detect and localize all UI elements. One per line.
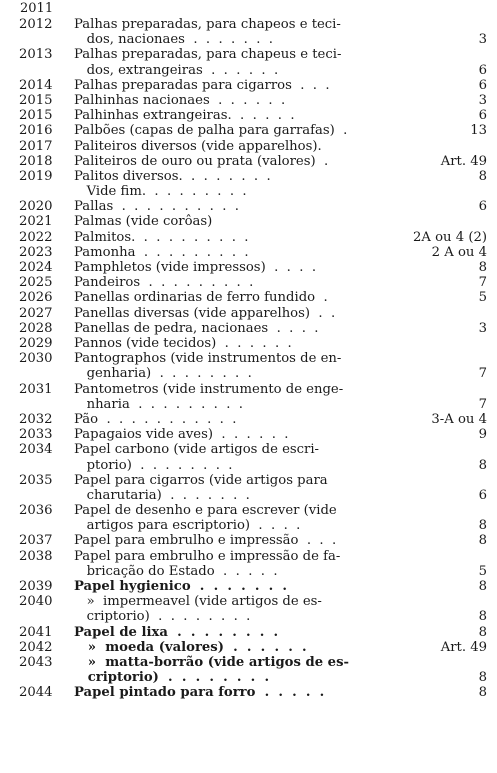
entry-row <box>0 245 497 260</box>
tariff-class-value: Art. 49 <box>440 153 487 169</box>
entry-row <box>0 685 497 700</box>
entry-number: 2037 <box>19 533 53 549</box>
entry-text-line: Papel para cigarros (vide artigos para <box>74 472 328 488</box>
entry-row <box>0 17 497 47</box>
entry-text-line: charutaria) . . . . . . . <box>74 487 250 503</box>
entry-text-line: Pamonha . . . . . . . . . <box>74 244 249 260</box>
entry-row <box>0 47 497 77</box>
entry-number: 2015 <box>19 108 53 124</box>
entry-number: 2029 <box>19 335 53 351</box>
entry-text-line: artigos para escriptorio) . . . . <box>74 518 301 534</box>
entry-text-line: Paliteiros de ouro ou prata (valores) . <box>74 153 329 169</box>
tariff-class-value: 3 <box>478 32 487 48</box>
tariff-class-value: 8 <box>478 685 487 701</box>
entry-text-line: Pannos (vide tecidos) . . . . . . <box>74 335 292 351</box>
entry-text-line: Papel para embrulho e impressão . . . <box>74 533 337 549</box>
entry-row <box>0 640 497 655</box>
entry-text-line: Pantographos (vide instrumentos de en- <box>74 351 342 367</box>
tariff-class-value: 6 <box>478 199 487 215</box>
entry-row <box>0 290 497 305</box>
entry-text-line: » moeda (valores) . . . . . . <box>74 639 307 655</box>
entry-number: 2030 <box>19 351 53 367</box>
entry-text-line: bricação do Estado . . . . . <box>74 563 278 579</box>
entry-number: 2028 <box>19 320 53 336</box>
entry-row <box>0 93 497 108</box>
entry-number: 2026 <box>19 290 53 306</box>
entry-number: 2013 <box>19 47 53 63</box>
entry-text-line: Pantometros (vide instrumento de enge- <box>74 381 344 397</box>
entry-number: 2041 <box>19 624 53 640</box>
entry-row <box>0 199 497 214</box>
entry-number: 2024 <box>19 260 53 276</box>
tariff-class-value: 7 <box>478 275 487 291</box>
tariff-class-value: 2A ou 4 (2) <box>413 229 487 245</box>
entry-row <box>0 442 497 472</box>
entry-number: 2033 <box>19 427 53 443</box>
tariff-class-value: 8 <box>478 168 487 184</box>
entry-number: 2021 <box>19 214 53 230</box>
entry-number: 2039 <box>19 579 53 595</box>
entry-number: 2036 <box>19 503 53 519</box>
entry-text-line: Palhas preparadas, para chapeus e teci- <box>74 47 342 63</box>
entry-number: 2031 <box>19 381 53 397</box>
entry-text-line: genharia) . . . . . . . . <box>74 366 252 382</box>
entry-row <box>0 594 497 624</box>
entry-number: 2022 <box>19 229 53 245</box>
entry-row <box>0 549 497 579</box>
tariff-class-value: 8 <box>478 609 487 625</box>
entry-text-line: Pão . . . . . . . . . . . <box>74 411 237 427</box>
tariff-class-value: 7 <box>478 396 487 412</box>
entry-text-line: Palitos diversos. . . . . . . . <box>74 168 271 184</box>
entry-text-line: Palbões (capas de palha para garrafas) . <box>74 123 348 139</box>
entry-text-line: » impermeavel (vide artigos de es- <box>74 594 322 610</box>
entry-text-line: criptorio) . . . . . . . . <box>74 670 270 686</box>
tariff-class-value: 6 <box>478 487 487 503</box>
tariff-class-value: 8 <box>478 579 487 595</box>
entry-text-line: Pallas . . . . . . . . . . <box>74 199 239 215</box>
tariff-class-value: Art. 49 <box>440 639 487 655</box>
entry-number: 2016 <box>19 123 53 139</box>
entry-number: 2042 <box>19 639 53 655</box>
entry-row <box>0 625 497 640</box>
entry-number: 2023 <box>19 244 53 260</box>
entry-number: 2044 <box>19 685 53 701</box>
entry-row <box>0 382 497 412</box>
tariff-class-value: 6 <box>478 108 487 124</box>
tariff-class-value: 6 <box>478 62 487 78</box>
entry-text-line: Palhas preparadas para cigarros . . . <box>74 77 330 93</box>
entry-text-line: Palhinhas nacionaes . . . . . . <box>74 92 286 108</box>
entry-number: 2015 <box>19 92 53 108</box>
tariff-class-value: 5 <box>478 563 487 579</box>
entry-text-line: Paliteiros diversos (vide apparelhos). <box>74 138 322 154</box>
tariff-class-value: 8 <box>478 518 487 534</box>
entry-row <box>0 351 497 381</box>
entry-row <box>0 78 497 93</box>
entry-text-line: Pandeiros . . . . . . . . . <box>74 275 254 291</box>
entry-row <box>0 260 497 275</box>
tariff-class-value: 6 <box>478 77 487 93</box>
entry-text-line: Papel de desenho e para escrever (vide <box>74 503 337 519</box>
entry-number: 2027 <box>19 305 53 321</box>
entry-text-line: Papel para embrulho e impressão de fa- <box>74 548 341 564</box>
entry-row <box>0 154 497 169</box>
tariff-class-value: 5 <box>478 290 487 306</box>
entry-text-line: Panellas de pedra, nacionaes . . . . <box>74 320 319 336</box>
entry-row <box>0 184 497 199</box>
tariff-class-value: 8 <box>478 457 487 473</box>
entry-text-line: dos, extrangeiras . . . . . . <box>74 62 279 78</box>
entry-text-line: criptorio) . . . . . . . . <box>74 609 251 625</box>
top-entry-number: 2011 <box>20 1 54 16</box>
entry-number: 2035 <box>19 472 53 488</box>
tariff-entry-list <box>0 17 497 701</box>
entry-text-line: Palmas (vide corôas) <box>74 214 213 230</box>
entry-number: 2043 <box>19 655 53 671</box>
tariff-class-value: 8 <box>478 624 487 640</box>
tariff-class-value: 13 <box>470 123 487 139</box>
entry-row <box>0 655 497 685</box>
tariff-class-value: 7 <box>478 366 487 382</box>
tariff-class-value: 8 <box>478 670 487 686</box>
entry-number: 2017 <box>19 138 53 154</box>
entry-row <box>0 579 497 594</box>
entry-text-line: » matta-borrão (vide artigos de es- <box>74 655 349 671</box>
entry-number: 2025 <box>19 275 53 291</box>
entry-text-line: Papel carbono (vide artigos de escri- <box>74 442 320 458</box>
entry-row <box>0 412 497 427</box>
entry-number: 2038 <box>19 548 53 564</box>
entry-number: 2018 <box>19 153 53 169</box>
entry-text-line: Papel de lixa . . . . . . . . <box>74 624 279 640</box>
entry-row <box>0 230 497 245</box>
entry-text-line: Panellas ordinarias de ferro fundido . <box>74 290 328 306</box>
tariff-class-value: 2 A ou 4 <box>431 244 487 260</box>
entry-text-line: ptorio) . . . . . . . . <box>74 457 233 473</box>
entry-row <box>0 473 497 503</box>
entry-row <box>0 169 497 184</box>
entry-row <box>0 427 497 442</box>
entry-text-line: Panellas diversas (vide apparelhos) . . <box>74 305 336 321</box>
entry-row <box>0 336 497 351</box>
entry-number: 2034 <box>19 442 53 458</box>
entry-text-line: Pamphletos (vide impressos) . . . . <box>74 260 317 276</box>
entry-text-line: Palhas preparadas, para chapeos e teci- <box>74 17 341 32</box>
entry-text-line: Papel hygienico . . . . . . . <box>74 579 288 595</box>
entry-text-line: Papel pintado para forro . . . . . <box>74 685 325 701</box>
entry-number: 2020 <box>19 199 53 215</box>
entry-number: 2032 <box>19 411 53 427</box>
tariff-class-value: 3-A ou 4 <box>431 411 487 427</box>
entry-row <box>0 321 497 336</box>
entry-text-line: Vide fim. . . . . . . . . <box>74 184 247 200</box>
entry-text-line: nharia . . . . . . . . . <box>74 396 243 412</box>
tariff-class-value: 3 <box>478 320 487 336</box>
entry-row <box>0 275 497 290</box>
tariff-class-value: 9 <box>478 427 487 443</box>
entry-row <box>0 306 497 321</box>
entry-number: 2040 <box>19 594 53 610</box>
tariff-class-value: 8 <box>478 260 487 276</box>
entry-row <box>0 533 497 548</box>
tariff-class-value: 3 <box>478 92 487 108</box>
entry-number: 2012 <box>19 17 53 32</box>
entry-text-line: dos, nacionaes . . . . . . . <box>74 32 273 48</box>
entry-row <box>0 108 497 123</box>
entry-text-line: Papagaios vide aves) . . . . . . <box>74 427 289 443</box>
entry-number: 2019 <box>19 168 53 184</box>
entry-text-line: Palmitos. . . . . . . . . . <box>74 229 249 245</box>
entry-row <box>0 214 497 229</box>
entry-row <box>0 139 497 154</box>
entry-text-line: Palhinhas extrangeiras. . . . . . <box>74 108 295 124</box>
tariff-class-value: 8 <box>478 533 487 549</box>
entry-row <box>0 123 497 138</box>
entry-number: 2014 <box>19 77 53 93</box>
entry-row <box>0 503 497 533</box>
